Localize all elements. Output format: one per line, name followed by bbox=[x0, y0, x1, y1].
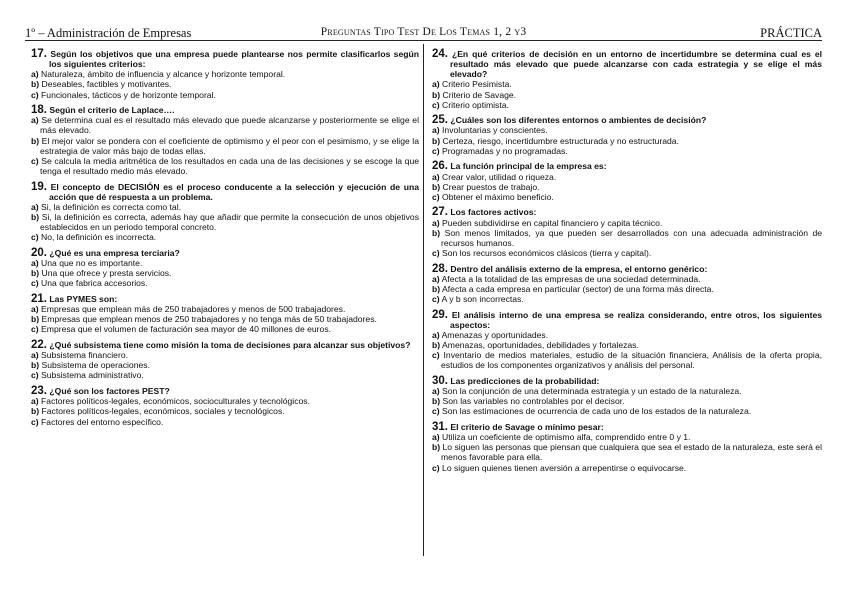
answer-option bbox=[432, 442, 822, 462]
answer-option bbox=[432, 90, 822, 100]
option-letter: a) bbox=[432, 171, 440, 182]
question bbox=[31, 49, 419, 100]
answer-option bbox=[31, 202, 419, 212]
answer-option bbox=[31, 278, 419, 288]
option-letter: b) bbox=[432, 442, 441, 453]
question-number: 27. bbox=[432, 206, 448, 219]
question-heading bbox=[31, 182, 419, 202]
page-header bbox=[25, 24, 822, 41]
option-text: El mejor valor se pondera con el coeficiente de optimismo y el peor con el pesimismo, y se elige la estrategia de valor más bajo de todas ellas. bbox=[40, 135, 419, 156]
option-letter: a) bbox=[31, 69, 39, 80]
question-number: 30. bbox=[432, 374, 448, 387]
option-text: Lo siguen quienes tienen aversión a arrepentirse o equivocarse. bbox=[442, 462, 687, 473]
question-heading bbox=[31, 248, 419, 258]
option-letter: c) bbox=[31, 155, 39, 166]
question-heading bbox=[432, 376, 822, 386]
answer-option bbox=[31, 115, 419, 135]
answer-option bbox=[432, 192, 822, 202]
answer-option bbox=[31, 69, 419, 79]
answer-option bbox=[432, 100, 822, 110]
question-number: 22. bbox=[31, 339, 47, 352]
answer-option bbox=[31, 212, 419, 232]
option-text: Crear puestos de trabajo. bbox=[442, 181, 540, 192]
answer-option bbox=[432, 248, 822, 258]
section-label: PRÁCTICA bbox=[760, 26, 822, 40]
option-letter: a) bbox=[432, 217, 440, 228]
answer-option bbox=[31, 314, 419, 324]
option-text: Pueden subdividirse en capital financiero y capita técnico. bbox=[442, 217, 663, 228]
answer-option bbox=[31, 370, 419, 380]
option-text: Empresas que emplean más de 250 trabajadores y menos de 500 trabajadores. bbox=[41, 304, 346, 315]
option-letter: c) bbox=[432, 145, 440, 156]
question-number: 21. bbox=[31, 293, 47, 305]
answer-option bbox=[31, 304, 419, 314]
option-text: Son las estimaciones de ocurrencia de cada uno de los estados de la naturaleza. bbox=[442, 406, 752, 417]
question-heading bbox=[31, 294, 419, 304]
answer-option bbox=[31, 136, 419, 156]
question bbox=[432, 422, 822, 473]
answer-option bbox=[31, 79, 419, 89]
option-text: Una que ofrece y presta servicios. bbox=[41, 268, 172, 279]
question bbox=[432, 49, 822, 110]
question-heading bbox=[432, 264, 822, 274]
option-letter: b) bbox=[31, 135, 40, 146]
answer-option bbox=[31, 156, 419, 176]
option-letter: a) bbox=[432, 79, 440, 90]
question-text: ¿Qué subsistema tiene como misión la toma de decisiones para alcanzar sus objetivos? bbox=[49, 340, 411, 351]
answer-option bbox=[432, 79, 822, 89]
question-number: 31. bbox=[432, 420, 448, 433]
right-column bbox=[432, 49, 822, 478]
answer-option bbox=[31, 232, 419, 242]
option-text: Son la conjunción de una determinada estrategia y un estado de la naturaleza. bbox=[442, 386, 742, 397]
option-letter: b) bbox=[31, 212, 40, 223]
answer-option bbox=[31, 258, 419, 268]
option-text: No, la definición es incorrecta. bbox=[41, 232, 157, 243]
option-text: Naturaleza, ámbito de influencia y alcance y horizonte temporal. bbox=[41, 69, 286, 80]
question-text: ¿Qué es una empresa terciaria? bbox=[49, 247, 180, 258]
option-text: Deseables, factibles y motivantes. bbox=[41, 79, 172, 90]
question-text: La función principal de la empresa es: bbox=[450, 161, 607, 172]
option-text: Criterio de Savage. bbox=[442, 89, 517, 100]
option-letter: a) bbox=[31, 115, 39, 126]
answer-option bbox=[31, 324, 419, 334]
question bbox=[31, 340, 419, 381]
option-text: A y b son incorrectas. bbox=[441, 294, 524, 304]
answer-option bbox=[432, 463, 822, 473]
option-text: Obtener el máximo beneficio. bbox=[442, 191, 554, 202]
option-letter: c) bbox=[432, 99, 440, 110]
option-letter: a) bbox=[31, 258, 39, 269]
question-text: ¿Qué son los factores PEST? bbox=[49, 386, 170, 397]
option-letter: b) bbox=[432, 396, 441, 407]
question-text: Dentro del análisis externo de la empresa, el entorno genérico: bbox=[450, 263, 708, 274]
answer-option bbox=[432, 330, 822, 340]
question-heading bbox=[432, 422, 822, 432]
question bbox=[432, 207, 822, 258]
question-number: 28. bbox=[432, 262, 448, 275]
option-letter: a) bbox=[432, 329, 440, 340]
question-text: ¿En qué criterios de decisión en un entorno de incertidumbre se determina cual es el resultado más elevado que puede alcanzarse con cada estrategia y se elige el más elevado? bbox=[450, 49, 822, 80]
option-letter: c) bbox=[432, 462, 440, 473]
option-letter: b) bbox=[432, 89, 441, 100]
option-letter: a) bbox=[31, 304, 39, 315]
question-number: 24. bbox=[432, 48, 448, 60]
question-text: El análisis interno de una empresa se realiza considerando, entre otros, los siguientes aspectos: bbox=[450, 309, 822, 330]
left-column bbox=[31, 49, 419, 432]
option-text: Programadas y no programadas. bbox=[442, 145, 568, 156]
answer-option bbox=[432, 396, 822, 406]
answer-option bbox=[432, 340, 822, 350]
question-heading bbox=[31, 105, 419, 115]
option-letter: c) bbox=[31, 89, 39, 100]
question bbox=[432, 376, 822, 417]
option-text: Factores políticos-legales, económicos, sociales y tecnológicos. bbox=[41, 406, 285, 417]
answer-option bbox=[432, 146, 822, 156]
option-letter: c) bbox=[31, 278, 39, 289]
question-heading bbox=[432, 161, 822, 171]
answer-option bbox=[432, 228, 822, 248]
option-letter: a) bbox=[31, 350, 39, 361]
option-text: Criterio Pesimista. bbox=[442, 79, 512, 90]
option-text: Afecta a la totalidad de las empresas de una sociedad determinada. bbox=[441, 273, 701, 284]
option-letter: a) bbox=[432, 125, 440, 136]
answer-option bbox=[432, 432, 822, 442]
option-letter: c) bbox=[31, 370, 39, 381]
option-letter: c) bbox=[31, 232, 39, 243]
option-text: Subsistema de operaciones. bbox=[41, 360, 150, 371]
course-title: 1º – Administración de Empresas bbox=[25, 26, 192, 40]
option-text: Se determina cual es el resultado más elevado que puede alcanzarse y posteriormente se elige el más elevado. bbox=[40, 115, 419, 136]
question bbox=[432, 264, 822, 305]
option-letter: c) bbox=[31, 416, 39, 427]
option-text: Certeza, riesgo, incertidumbre estructurada y no estructurada. bbox=[442, 135, 679, 146]
answer-option bbox=[31, 90, 419, 100]
question bbox=[432, 115, 822, 156]
option-text: Afecta a cada empresa en particular (sector) de una forma más directa. bbox=[442, 283, 714, 294]
question bbox=[432, 161, 822, 202]
option-text: Amenazas y oportunidades. bbox=[441, 329, 549, 340]
answer-option bbox=[31, 360, 419, 370]
answer-option bbox=[31, 396, 419, 406]
option-text: Subsistema financiero. bbox=[41, 350, 128, 361]
question bbox=[31, 182, 419, 243]
option-text: Una que fabrica accesorios. bbox=[41, 278, 148, 289]
question-text: ¿Cuáles son los diferentes entornos o ambientes de decisión? bbox=[450, 115, 707, 126]
option-letter: b) bbox=[31, 268, 40, 279]
option-text: Empresa que el volumen de facturación sea mayor de 40 millones de euros. bbox=[41, 324, 332, 335]
option-text: Son menos limitados, ya que pueden ser desarrollados con una adecuada administración de recursos humanos. bbox=[441, 227, 822, 248]
option-letter: b) bbox=[432, 283, 441, 294]
question-number: 17. bbox=[31, 48, 47, 60]
option-letter: b) bbox=[432, 340, 441, 351]
answer-option bbox=[432, 136, 822, 146]
question-text: Según los objetivos que una empresa puede plantearse nos permite clasificarlos según los siguientes criterios: bbox=[49, 49, 419, 70]
option-text: Subsistema administrativo. bbox=[41, 370, 144, 381]
option-text: Factores del entorno específico. bbox=[41, 416, 164, 427]
question-number: 26. bbox=[432, 160, 448, 173]
question-heading bbox=[432, 49, 822, 79]
question-heading bbox=[31, 49, 419, 69]
question bbox=[31, 386, 419, 427]
option-letter: b) bbox=[31, 406, 40, 417]
option-letter: a) bbox=[432, 432, 440, 443]
option-text: Funcionales, tácticos y de horizonte temporal. bbox=[41, 89, 216, 100]
option-letter: b) bbox=[31, 314, 40, 325]
question-number: 29. bbox=[432, 308, 448, 321]
option-text: Empresas que emplean menos de 250 trabajadores y no tenga más de 50 trabajadores. bbox=[41, 314, 377, 325]
question-heading bbox=[432, 207, 822, 217]
option-letter: c) bbox=[432, 350, 440, 361]
option-letter: b) bbox=[432, 181, 441, 192]
document-title: Preguntas Tipo Test De Los Temas 1, 2 y3 bbox=[320, 26, 527, 38]
answer-option bbox=[31, 417, 419, 427]
question bbox=[31, 248, 419, 289]
answer-option bbox=[31, 268, 419, 278]
question-text: El criterio de Savage o mínimo pesar: bbox=[450, 421, 604, 432]
option-letter: b) bbox=[31, 79, 40, 90]
answer-option bbox=[31, 350, 419, 360]
answer-option bbox=[432, 294, 822, 304]
question-heading bbox=[31, 340, 419, 350]
question-number: 18. bbox=[31, 104, 47, 117]
option-letter: c) bbox=[432, 406, 440, 417]
option-letter: a) bbox=[31, 396, 39, 407]
option-letter: b) bbox=[432, 135, 441, 146]
question-number: 23. bbox=[31, 385, 47, 398]
option-text: Una que no es importante. bbox=[41, 258, 143, 269]
answer-option bbox=[432, 218, 822, 228]
option-text: Se calcula la media aritmética de los resultados en cada una de las decisiones y se escoge la que tenga el resultado medio más elevado. bbox=[40, 155, 419, 177]
answer-option bbox=[432, 172, 822, 182]
option-letter: c) bbox=[31, 324, 39, 335]
option-text: Son las variables no controlables por el decisor. bbox=[442, 396, 625, 407]
option-text: Si, la definición es correcta como tal. bbox=[41, 201, 181, 212]
question-text: Las PYMES son: bbox=[49, 294, 118, 304]
answer-option bbox=[432, 350, 822, 370]
answer-option bbox=[432, 386, 822, 396]
answer-option bbox=[432, 125, 822, 135]
question bbox=[432, 310, 822, 371]
question-number: 25. bbox=[432, 114, 448, 127]
answer-option bbox=[432, 182, 822, 192]
option-text: Utiliza un coeficiente de optimismo alfa, comprendido entre 0 y 1. bbox=[442, 432, 691, 443]
option-letter: c) bbox=[432, 247, 440, 258]
question bbox=[31, 105, 419, 176]
question-text: Los factores activos: bbox=[450, 207, 537, 218]
option-text: Crear valor, utilidad o riqueza. bbox=[442, 171, 557, 182]
option-text: Lo siguen las personas que piensan que cualquiera que sea el estado de la naturaleza, este será el menos favorable para ella. bbox=[441, 442, 822, 463]
question-text: Las predicciones de la probabilidad: bbox=[450, 375, 600, 386]
answer-option bbox=[31, 406, 419, 416]
question-number: 20. bbox=[31, 246, 47, 259]
option-letter: b) bbox=[432, 227, 441, 238]
answer-option bbox=[432, 284, 822, 294]
question-heading bbox=[432, 115, 822, 125]
option-letter: b) bbox=[31, 360, 40, 371]
option-text: Criterio optimista. bbox=[442, 99, 509, 110]
answer-option bbox=[432, 406, 822, 416]
answer-option bbox=[432, 274, 822, 284]
option-text: Factores políticos-legales, económicos, socioculturales y tecnológicos. bbox=[41, 396, 310, 407]
option-letter: a) bbox=[432, 273, 440, 284]
option-text: Inventario de medios materiales, estudio de la situación financiera, Análisis de la oferta propia, estudios de los componentes organizativos y análisis del personal. bbox=[441, 350, 823, 371]
option-text: Involuntarias y conscientes. bbox=[442, 125, 548, 136]
option-text: Son los recursos económicos clásicos (tierra y capital). bbox=[442, 247, 652, 258]
option-letter: a) bbox=[432, 386, 440, 397]
option-text: Si, la definición es correcta, además hay que añadir que permite la consecución de unos objetivos establecidos en un periodo temporal concreto. bbox=[40, 212, 419, 233]
question-text: Según el criterio de Laplace…. bbox=[49, 105, 175, 116]
question-heading bbox=[432, 310, 822, 330]
option-letter: a) bbox=[31, 201, 39, 212]
column-divider bbox=[423, 44, 424, 556]
option-letter: c) bbox=[432, 294, 440, 304]
option-text: Amenazas, oportunidades, debilidades y fortalezas. bbox=[442, 340, 639, 351]
option-letter: c) bbox=[432, 191, 440, 202]
question-heading bbox=[31, 386, 419, 396]
question-number: 19. bbox=[31, 180, 47, 193]
question-text: El concepto de DECISIÓN es el proceso conducente a la selección y ejecución de una acción que dé respuesta a un problema. bbox=[49, 181, 420, 202]
question bbox=[31, 294, 419, 335]
